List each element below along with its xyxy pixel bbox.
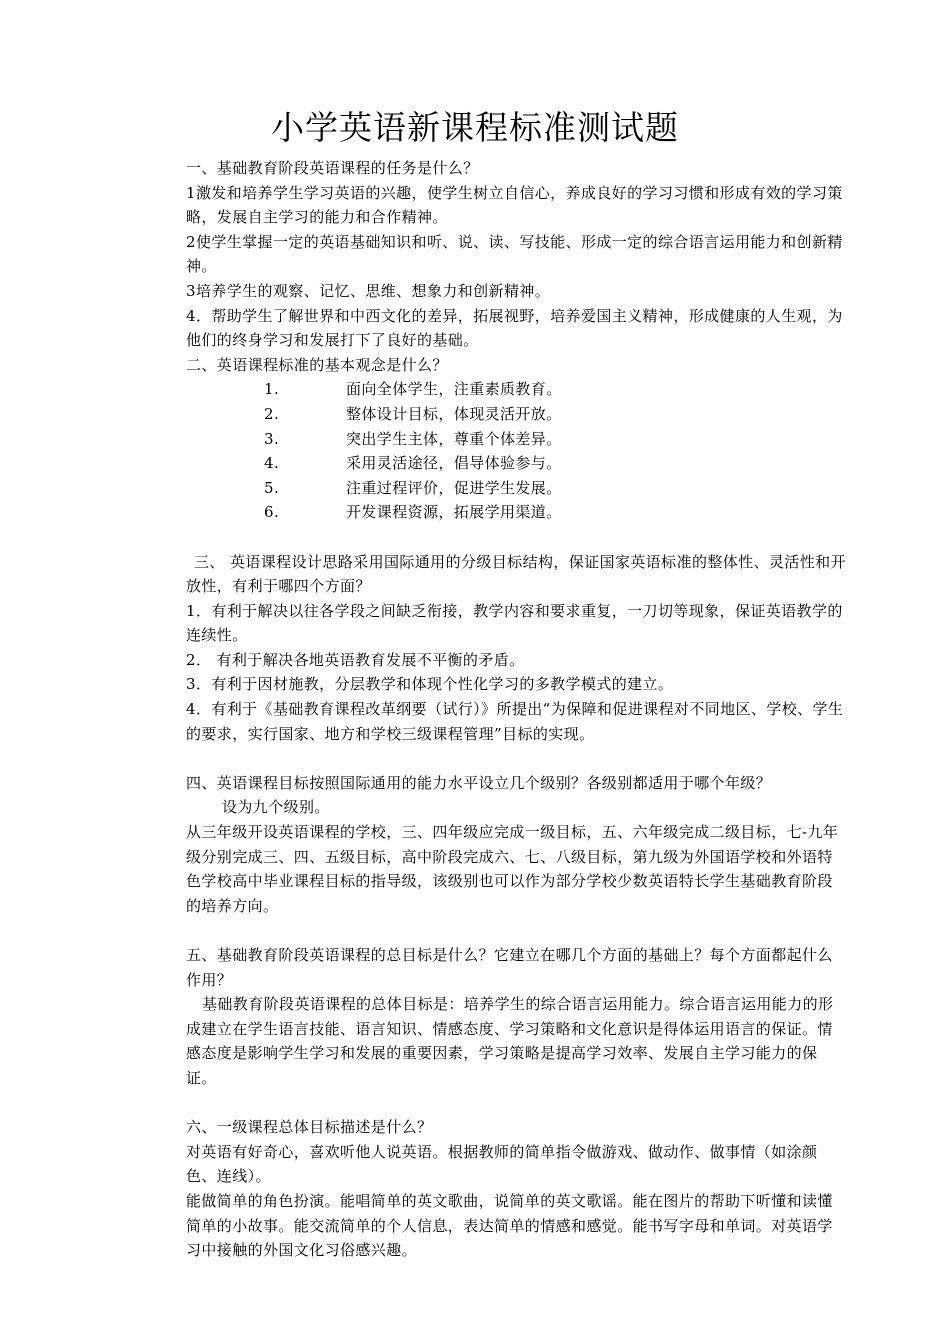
document-body bbox=[186, 156, 846, 1263]
question-3-heading: 三、 英语课程设计思路采用国际通用的分级目标结构，保证国家英语标准的整体性、灵活性和开放性，有利于哪四个方面？ bbox=[186, 552, 846, 596]
list-item bbox=[186, 427, 846, 452]
list-item-number: 1. bbox=[264, 380, 280, 399]
list-item-text: 整体设计目标，体现灵活开放。 bbox=[346, 404, 562, 423]
question-4-answer-intro: 设为九个级别。 bbox=[222, 798, 330, 817]
list-item-text: 开发课程资源，拓展学用渠道。 bbox=[346, 503, 562, 522]
list-item bbox=[186, 377, 846, 402]
question-1-paragraph: 2使学生掌握一定的英语基础知识和听、说、读、写技能、形成一定的综合语言运用能力和创新精神。 bbox=[186, 232, 843, 276]
spacer bbox=[186, 525, 846, 550]
list-item-text: 采用灵活途径，倡导体验参与。 bbox=[346, 454, 562, 473]
list-item bbox=[186, 402, 846, 427]
question-1-paragraph: 4．帮助学生了解世界和中西文化的差异，拓展视野，培养爱国主义精神，形成健康的人生观，为他们的终身学习和发展打下了良好的基础。 bbox=[186, 306, 843, 350]
list-item bbox=[186, 451, 846, 476]
list-item-number: 5. bbox=[264, 478, 280, 497]
spacer bbox=[186, 746, 846, 771]
question-1-paragraph: 1激发和培养学生学习英语的兴趣，使学生树立自信心，养成良好的学习习惯和形成有效的学习策略，发展自主学习的能力和合作精神。 bbox=[186, 183, 843, 227]
spacer bbox=[186, 1091, 846, 1116]
question-3-paragraph: 2． 有利于解决各地英语教育发展不平衡的矛盾。 bbox=[186, 650, 525, 669]
question-5-heading: 五、基础教育阶段英语课程的总目标是什么？它建立在哪几个方面的基础上？每个方面都起什么作用？ bbox=[186, 946, 833, 989]
question-3-paragraph: 3．有利于因材施教，分层教学和体现个性化学习的多教学模式的建立。 bbox=[186, 675, 674, 694]
list-item-text: 注重过程评价，促进学生发展。 bbox=[346, 478, 562, 497]
question-6-paragraph: 对英语有好奇心，喜欢听他人说英语。根据教师的简单指令做游戏、做动作、做事情（如涂颜色、连线）。 bbox=[186, 1142, 818, 1186]
question-1-heading: 一、基础教育阶段英语课程的任务是什么？ bbox=[186, 159, 479, 177]
list-item-number: 3. bbox=[264, 429, 280, 448]
list-item bbox=[186, 476, 846, 501]
question-3-paragraph: 4．有利于《基础教育课程改革纲要（试行）》所提出“为保障和促进课程对不同地区、学校、学生的要求，实行国家、地方和学校三级课程管理”目标的实现。 bbox=[186, 700, 844, 743]
list-item-number: 4. bbox=[264, 454, 280, 473]
question-1-paragraph: 3培养学生的观察、记忆、思维、想象力和创新精神。 bbox=[186, 281, 551, 300]
list-item-text: 面向全体学生，注重素质教育。 bbox=[346, 380, 562, 399]
question-2-heading: 二、英语课程标准的基本观念是什么？ bbox=[186, 355, 448, 374]
spacer bbox=[186, 918, 846, 943]
question-5-paragraph: 基础教育阶段英语课程的总体目标是：培养学生的综合语言运用能力。综合语言运用能力的形成建立在学生语言技能、语言知识、情感态度、学习策略和文化意识是得体运用语言的保证。情感态度是影响学生学习和发展的重要因素，学习策略是提高学习效率、发展自主学习能力的保证。 bbox=[186, 995, 834, 1087]
list-item-number: 6. bbox=[264, 503, 280, 522]
question-6-paragraph: 能做简单的角色扮演。能唱简单的英文歌曲，说简单的英文歌谣。能在图片的帮助下听懂和读懂简单的小故事。能交流简单的个人信息，表达简单的情感和感觉。能书写字母和单词。对英语学习中接触的外国文化习俗感兴趣。 bbox=[186, 1191, 833, 1260]
question-4-paragraph: 从三年级开设英语课程的学校，三、四年级应完成一级目标，五、六年级完成二级目标，七-九年级分别完成三、四、五级目标，高中阶段完成六、七、八级目标，第九级为外国语学校和外语特色学校高中毕业课程目标的指导级，该级别也可以作为部分学校少数英语特长学生基础教育阶段的培养方向。 bbox=[186, 823, 839, 915]
document-title: 小学英语新课程标准测试题 bbox=[271, 108, 679, 147]
list-item-text: 突出学生主体，尊重个体差异。 bbox=[346, 429, 562, 448]
list-item-number: 2. bbox=[264, 404, 280, 423]
list-item bbox=[186, 500, 846, 525]
question-3-paragraph: 1．有利于解决以往各学段之间缺乏衔接，教学内容和要求重复，一刀切等现象，保证英语教学的连续性。 bbox=[186, 601, 843, 645]
question-6-heading: 六、一级课程总体目标描述是什么？ bbox=[186, 1118, 433, 1137]
question-4-heading: 四、英语课程目标按照国际通用的能力水平设立几个级别？各级别都适用于哪个年级？ bbox=[186, 773, 772, 792]
